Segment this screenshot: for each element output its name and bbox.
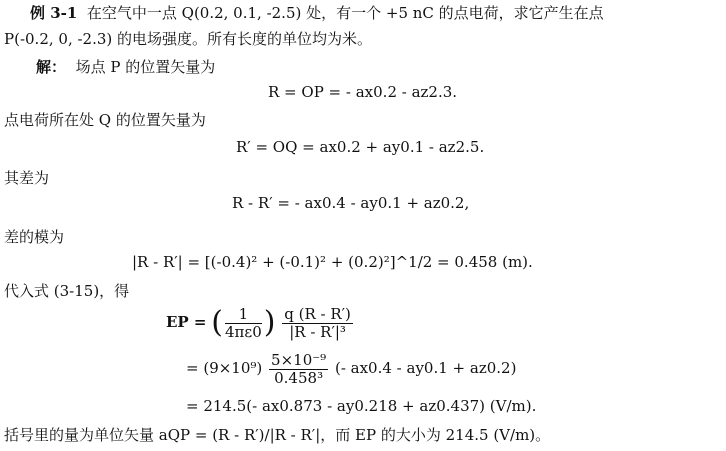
constant-k: = (9×10⁹) xyxy=(186,359,263,377)
example-line-1 xyxy=(30,3,604,23)
equation-R: R = OP = - ax0.2 - az2.3. xyxy=(268,83,458,101)
vector-expression: (- ax0.4 - ay0.1 + az0.2) xyxy=(334,359,517,377)
equation-E-line-2 xyxy=(186,350,516,387)
equation-difference: R - R′ = - ax0.4 - ay0.1 + az0.2, xyxy=(232,194,470,212)
solution-label: 解： xyxy=(36,58,67,76)
equation-E-line-1 xyxy=(166,303,355,341)
example-line-2: P(-0.2, 0, -2.3) 的电场强度。所有长度的单位均为米。 xyxy=(4,30,373,48)
fraction-charge-num: q (R - R′) xyxy=(284,304,351,323)
equation-R-prime: R′ = OQ = ax0.2 + ay0.1 - az2.5. xyxy=(236,138,485,156)
fraction-values-num: 5×10⁻⁹ xyxy=(271,350,327,369)
fraction-coulomb-num: 1 xyxy=(225,306,262,324)
fraction-values xyxy=(269,352,328,387)
solution-intro-text: 场点 P 的位置矢量为 xyxy=(75,58,216,76)
solution-intro xyxy=(36,57,215,77)
fraction-coulomb xyxy=(225,306,262,341)
equation-E-line-3: = 214.5(- ax0.873 - ay0.218 + az0.437) (V/m). xyxy=(186,397,537,415)
text-substitute: 代入式 (3-15)，得 xyxy=(4,282,130,300)
fraction-charge xyxy=(282,306,353,341)
left-paren: ( xyxy=(211,305,224,340)
text-modulus: 差的模为 xyxy=(4,228,65,246)
right-paren: ) xyxy=(263,305,276,340)
conclusion-text: 括号里的量为单位矢量 aQP = (R - R′)/|R - R′|，而 EP 的大小为 214.5 (V/m)。 xyxy=(4,426,551,444)
fraction-charge-den: |R - R′|³ xyxy=(289,322,346,341)
equation-modulus: |R - R′| = [(-0.4)² + (-0.1)² + (0.2)²]^1/2 = 0.458 (m). xyxy=(132,253,533,271)
text-Q-position: 点电荷所在处 Q 的位置矢量为 xyxy=(4,111,206,129)
fraction-coulomb-den: 4πε0 xyxy=(225,322,262,341)
example-label: 例 3-1 xyxy=(30,4,78,22)
text-difference: 其差为 xyxy=(4,169,50,187)
E-field-symbol: EP = xyxy=(166,313,207,331)
fraction-values-den: 0.458³ xyxy=(274,368,324,387)
example-text-1: 在空气中一点 Q(0.2, 0.1, -2.5) 处，有一个 +5 nC 的点电荷，求它产生在点 xyxy=(86,4,604,22)
